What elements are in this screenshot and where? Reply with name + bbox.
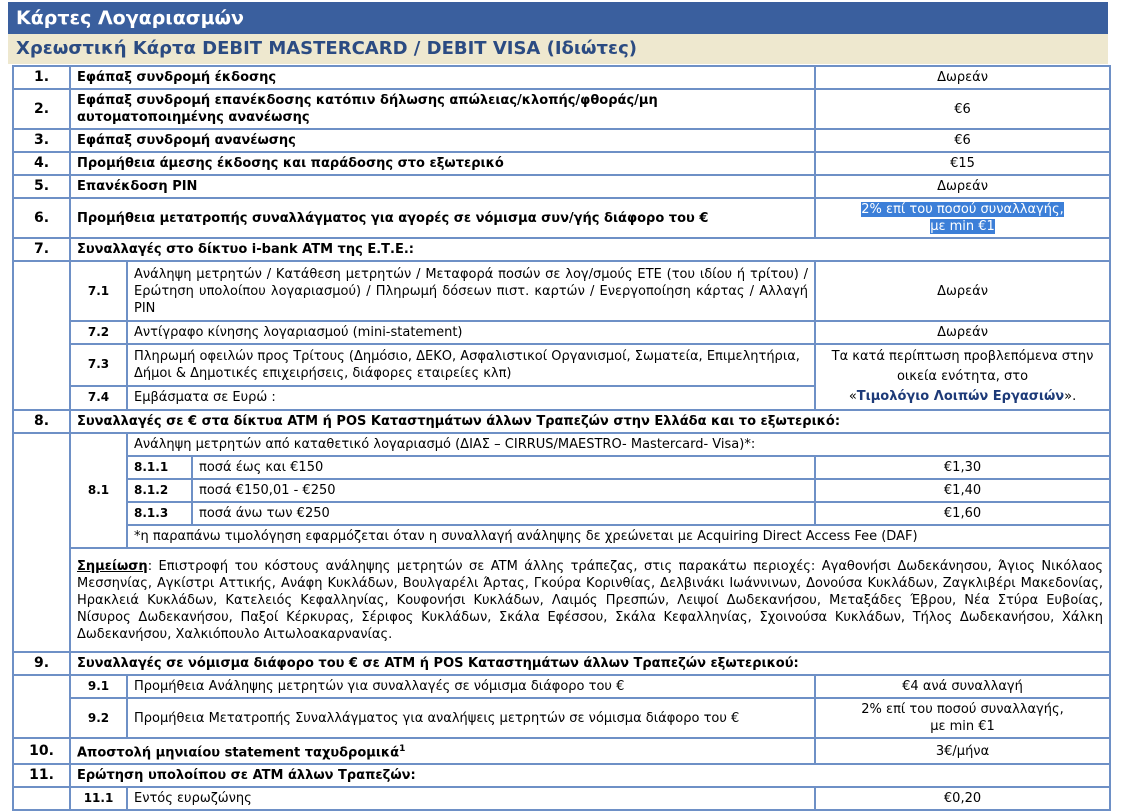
row-label: Προμήθεια άμεσης έκδοσης και παράδοσης στο εξωτερικό (70, 152, 815, 175)
row-number: 9.1 (70, 675, 127, 698)
note-title: Σημείωση (77, 558, 148, 574)
row-number: 9. (13, 652, 70, 675)
table-row (13, 175, 1110, 198)
row-label: Εφάπαξ συνδρομή επανέκδοσης κατόπιν δήλωσης απώλειας/κλοπής/φθοράς/μη αυτοματοποιημένης ανανέωσης (70, 89, 815, 129)
row-number: 4. (13, 152, 70, 175)
row-number: 2. (13, 89, 70, 129)
row-value: Δωρεάν (815, 175, 1110, 198)
value-text: ». (1064, 389, 1077, 404)
section-subtitle: Χρεωστική Κάρτα DEBIT MASTERCARD / DEBIT VISA (Ιδιώτες) (8, 34, 1108, 64)
row-number: 10. (13, 738, 70, 764)
indent-cell (13, 675, 70, 738)
table-row (13, 152, 1110, 175)
page-title: Κάρτες Λογαριασμών (8, 2, 1108, 34)
row-label: Συναλλαγές σε νόμισμα διάφορο του € σε ATM ή POS Καταστημάτων άλλων Τραπεζών εξωτερικού: (70, 652, 1110, 675)
value-text: Τα κατά περίπτωση προβλεπόμενα στην (831, 349, 1094, 364)
row-value: €1,40 (815, 479, 1110, 502)
table-row (13, 502, 1110, 525)
row-label (70, 738, 815, 764)
row-label: Συναλλαγές σε € στα δίκτυα ATM ή POS Καταστημάτων άλλων Τραπεζών στην Ελλάδα και το εξωτερικό: (70, 410, 1110, 433)
footnote-marker: 1 (399, 744, 406, 754)
row-label: Πληρωμή οφειλών προς Τρίτους (Δημόσιο, ΔΕΚΟ, Ασφαλιστικοί Οργανισμοί, Σωματεία, Επιμελητήρια, Δήμοι & Δημοτικές επιχειρήσεις, διάφορες εταιρείες κλπ) (127, 344, 815, 386)
row-label: Επανέκδοση PIN (70, 175, 815, 198)
value-text: 2% επί του ποσού συναλλαγής, (861, 702, 1064, 717)
row-label: Προμήθεια Μετατροπής Συναλλάγματος για αναλήψεις μετρητών σε νόμισμα διάφορο του € (127, 698, 815, 738)
table-row (13, 738, 1110, 764)
other-services-pricing-link[interactable]: Τιμολόγιο Λοιπών Εργασιών (856, 389, 1065, 404)
row-value: €0,20 (815, 787, 1110, 810)
row-number: 7.4 (70, 386, 127, 410)
value-text: « (848, 389, 857, 404)
row-label: Εφάπαξ συνδρομή ανανέωσης (70, 129, 815, 152)
row-number: 11.1 (70, 787, 127, 810)
table-row (13, 198, 1110, 238)
fees-table (12, 65, 1111, 811)
row-value: €6 (815, 89, 1110, 129)
highlighted-value: με min €1 (930, 219, 995, 234)
table-row (13, 129, 1110, 152)
row-value: Δωρεάν (815, 261, 1110, 321)
indent-cell (13, 433, 70, 652)
row-value: Δωρεάν (815, 66, 1110, 89)
row-number: 8.1.3 (127, 502, 192, 525)
row-number: 7. (13, 238, 70, 261)
row-value (815, 344, 1110, 410)
row-number: 7.3 (70, 344, 127, 386)
table-row (13, 787, 1110, 810)
row-number: 3. (13, 129, 70, 152)
row-label: Προμήθεια μετατροπής συναλλάγματος για αγορές σε νόμισμα συν/γής διάφορο του € (70, 198, 815, 238)
row-label: Αντίγραφο κίνησης λογαριασμού (mini-statement) (127, 321, 815, 344)
row-label: ποσά €150,01 - €250 (192, 479, 815, 502)
row-number: 1. (13, 66, 70, 89)
row-number: 6. (13, 198, 70, 238)
row-label: Ερώτηση υπολοίπου σε ATM άλλων Τραπεζών: (70, 764, 1110, 787)
row-label: Συναλλαγές στο δίκτυο i-bank ATM της Ε.Τ.Ε.: (70, 238, 1110, 261)
row-value (815, 698, 1110, 738)
table-row (13, 433, 1110, 456)
row-number: 7.1 (70, 261, 127, 321)
note-text: : Επιστροφή του κόστους ανάληψης μετρητών σε ATM άλλης τράπεζας, στις παρακάτω περιοχές: Αγαθονήσι Δωδεκάνησου, Άγιος Νικόλαος Μεσσηνίας, Αγκίστρι Αττικής, Ανάφη Κυκλάδων, Βουλγαρέλι Άρτας, Γκούρα Κορινθίας, Δελβινάκι Ιωάννινων, Δονούσα Κυκλάδων, Ζαγκλιβέρι Μακεδονίας, Ηρακλειά Κυκλάδων, Κατελειός Κεφαλληνίας, Κουφονήσι Κυκλάδων, Λαιμός Πρεσπών, Λειψοί Δωδεκανήσου, Μεταξάδες Έβρου, Νέα Στύρα Ευβοίας, Νίσυρος Δωδεκανήσου, Παξοί Κέρκυρας, Σέριφος Κυκλάδων, Σκάλα Εφέσσου, Σκάλα Κεφαλληνίας, Σχοινούσα Κυκλάδων, Τήλος Δωδεκανήσου, Χάλκη Δωδεκανήσου, Χαλκιόπουλο Αιτωλοακαρνανίας. (77, 558, 1104, 642)
table-row (13, 675, 1110, 698)
row-value: €6 (815, 129, 1110, 152)
row-label: Ανάληψη μετρητών από καταθετικό λογαριασμό (ΔΙΑΣ – CIRRUS/MAESTRO- Mastercard- Visa)*: (127, 433, 1110, 456)
row-value (815, 198, 1110, 238)
table-row (13, 764, 1110, 787)
table-row (13, 238, 1110, 261)
label-text: Αποστολή μηνιαίου statement ταχυδρομικά (77, 745, 400, 761)
row-number: 9.2 (70, 698, 127, 738)
table-row (13, 479, 1110, 502)
row-number: 8.1.1 (127, 456, 192, 479)
row-number: 7.2 (70, 321, 127, 344)
row-label: Εντός ευρωζώνης (127, 787, 815, 810)
row-label: Εφάπαξ συνδρομή έκδοσης (70, 66, 815, 89)
row-value: €1,30 (815, 456, 1110, 479)
row-label: Προμήθεια Ανάληψης μετρητών για συναλλαγές σε νόμισμα διάφορο του € (127, 675, 815, 698)
value-text: με min €1 (930, 719, 995, 734)
highlighted-value: 2% επί του ποσού συναλλαγής, (861, 202, 1064, 217)
row-label: Εμβάσματα σε Ευρώ : (127, 386, 815, 410)
row-label: Ανάληψη μετρητών / Κατάθεση μετρητών / Μεταφορά ποσών σε λογ/σμούς ΕΤΕ (του ιδίου ή τρίτου) / Ερώτηση υπολοίπου λογαριασμού) / Πληρωμή δόσεων πιστ. καρτών / Ενεργοποίηση κάρτας / Αλλαγή PIN (127, 261, 815, 321)
row-number: 8.1.2 (127, 479, 192, 502)
row-number: 11. (13, 764, 70, 787)
table-row (13, 89, 1110, 129)
row-label: ποσά έως και €150 (192, 456, 815, 479)
table-row (13, 410, 1110, 433)
row-value: 3€/μήνα (815, 738, 1110, 764)
row-label: ποσά άνω των €250 (192, 502, 815, 525)
table-row (13, 548, 1110, 652)
table-row (13, 321, 1110, 344)
table-row (13, 456, 1110, 479)
row-value: €15 (815, 152, 1110, 175)
table-row (13, 344, 1110, 386)
indent-cell (13, 261, 70, 410)
row-value: Δωρεάν (815, 321, 1110, 344)
footnote: *η παραπάνω τιμολόγηση εφαρμόζεται όταν η συναλλαγή ανάληψης δε χρεώνεται με Acquiring Direct Access Fee (DAF) (127, 525, 1110, 548)
row-number: 5. (13, 175, 70, 198)
table-row (13, 261, 1110, 321)
note-cell (70, 548, 1110, 652)
row-number: 8.1 (70, 433, 127, 548)
indent-cell (13, 787, 70, 810)
table-row (13, 525, 1110, 548)
row-value: €4 ανά συναλλαγή (815, 675, 1110, 698)
row-value: €1,60 (815, 502, 1110, 525)
table-row (13, 698, 1110, 738)
value-text: οικεία ενότητα, στο (896, 369, 1029, 384)
table-row (13, 652, 1110, 675)
table-row (13, 66, 1110, 89)
row-number: 8. (13, 410, 70, 433)
